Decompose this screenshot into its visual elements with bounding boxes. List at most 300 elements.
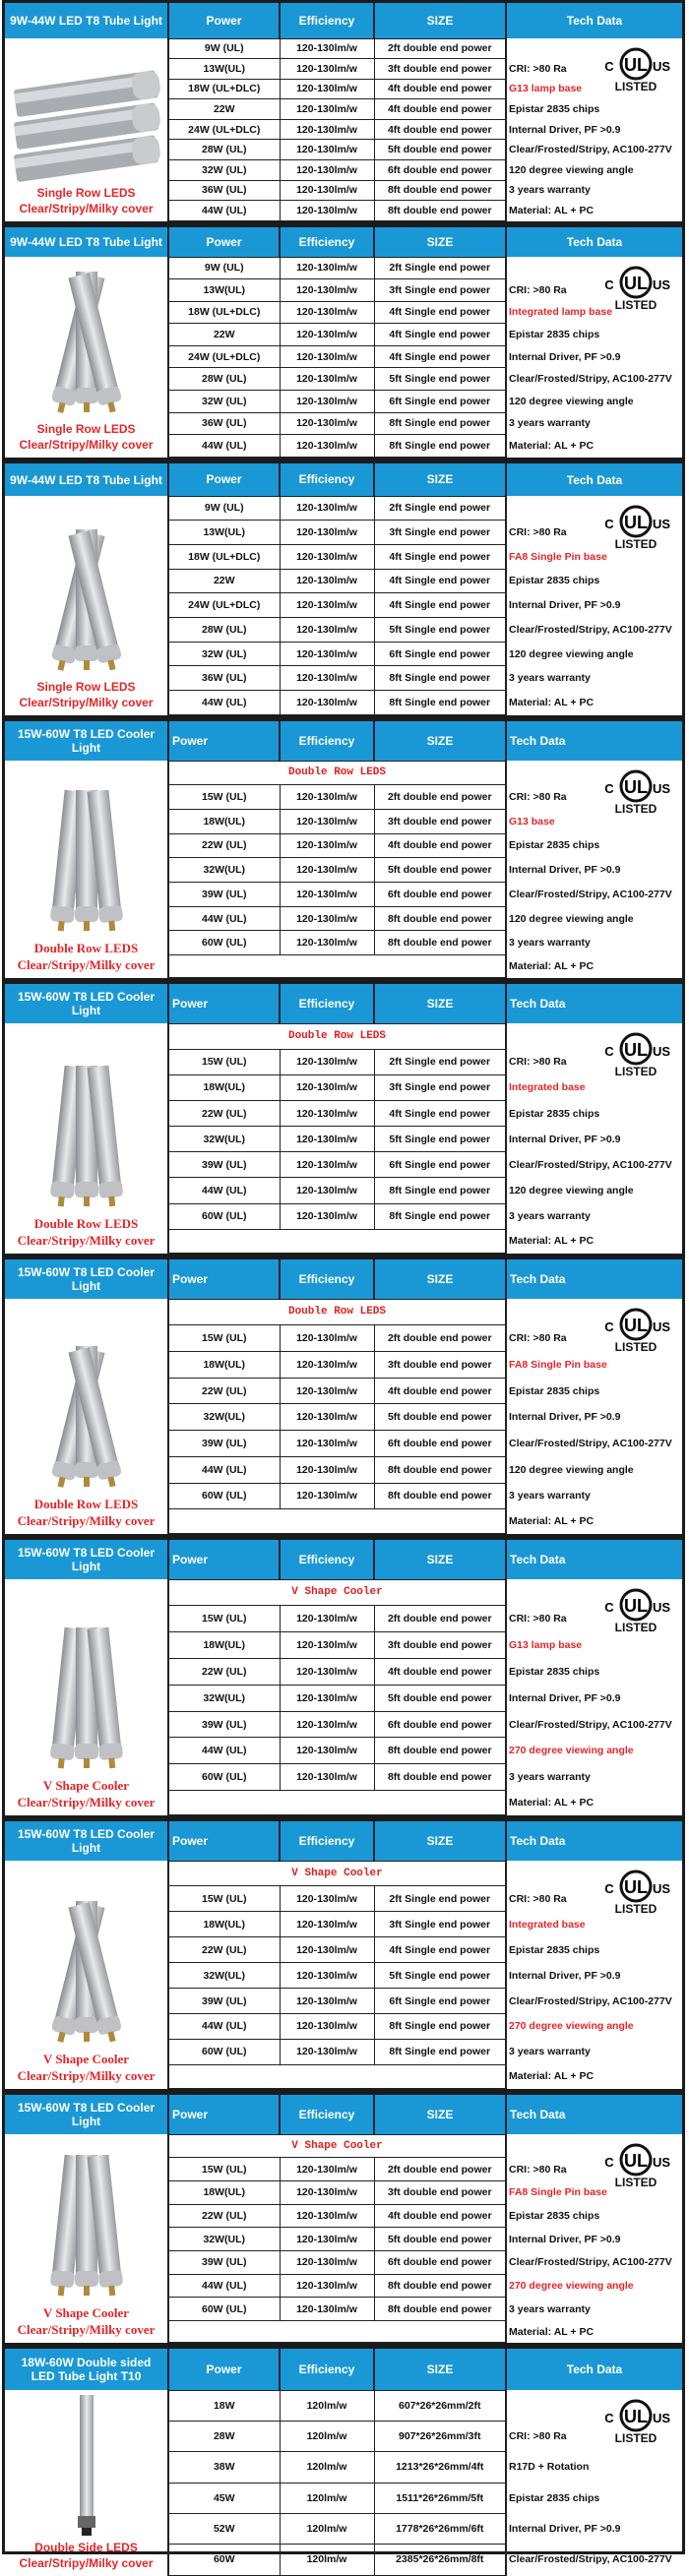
tech-data-item: 120 degree viewing angle: [506, 906, 682, 931]
cell-size: 8ft double end power: [374, 931, 506, 955]
cell-efficiency: 120-130lm/w: [280, 906, 374, 931]
cell-power: 44W (UL): [168, 1738, 280, 1764]
cell-size: 8ft double end power: [374, 906, 506, 931]
cell-power: 13W(UL): [168, 521, 280, 545]
product-caption: [5, 2052, 167, 2085]
cell-efficiency: 120-130lm/w: [280, 1989, 374, 2014]
cell-power: 9W (UL): [168, 496, 280, 521]
cell-size: 8ft double end power: [374, 2298, 506, 2321]
cell-power: 52W: [168, 2513, 280, 2544]
cell-power: 22W (UL): [168, 1100, 280, 1126]
column-header-power: Power: [168, 227, 280, 257]
table-row: [5, 38, 682, 59]
cell-efficiency: 120-130lm/w: [280, 1738, 374, 1764]
product-title: 15W-60W T8 LED Cooler Light: [5, 1259, 168, 1299]
tech-data-item: Epistar 2835 chips: [506, 1378, 682, 1404]
cell-power: 15W (UL): [168, 1049, 280, 1074]
cell-efficiency: 120-130lm/w: [280, 666, 374, 691]
cell-power: 22W (UL): [168, 1937, 280, 1963]
cell-efficiency: 120-130lm/w: [280, 1658, 374, 1685]
cell-size: 2ft Single end power: [374, 257, 506, 279]
product-title: 15W-60W T8 LED Cooler Light: [5, 2095, 168, 2134]
tech-data-item: CRI: >80 Ra: [506, 2421, 682, 2451]
cell-power: 38W: [168, 2452, 280, 2483]
ul-logo-mark: UL: [624, 513, 648, 532]
cell-efficiency: 120-130lm/w: [280, 593, 374, 618]
tech-data-item: Clear/Frosted/Stripy, AC100-277V: [506, 2250, 682, 2274]
cell-size: 4ft Single end power: [374, 1937, 506, 1963]
ul-logo-mark: UL: [624, 274, 648, 293]
cell-size: 2ft Single end power: [374, 1049, 506, 1074]
tech-data-item: Material: AL + PC: [506, 1791, 682, 1815]
cell-efficiency: 120-130lm/w: [280, 2228, 374, 2251]
product-section: [2, 1537, 685, 1818]
caption-line: V Shape Cooler: [42, 2304, 130, 2320]
product-section: [2, 1257, 685, 1537]
cell-efficiency: 120lm/w: [280, 2421, 374, 2451]
cell-size: 6ft Single end power: [374, 1152, 506, 1178]
cell-size: 4ft Single end power: [374, 301, 506, 324]
ul-listed-text: LISTED: [614, 298, 658, 312]
tech-data-item: G13 lamp base: [506, 1632, 682, 1659]
cell-power: 18W(UL): [168, 1912, 280, 1937]
tech-data-item: Integrated base: [506, 1912, 682, 1937]
product-title: 9W-44W LED T8 Tube Light: [5, 3, 168, 38]
ul-listed-text: LISTED: [614, 537, 658, 551]
tech-data-item: CRI: >80 Ra: [506, 1049, 682, 1074]
ul-listed-text: LISTED: [614, 1902, 658, 1916]
tech-data-item: Clear/Frosted/Stripy, AC100-277V: [506, 140, 682, 160]
cell-power: 60W (UL): [168, 2039, 280, 2064]
spec-table: [5, 721, 682, 978]
tech-data-item: Epistar 2835 chips: [506, 1100, 682, 1126]
cell-efficiency: 120-130lm/w: [280, 1203, 374, 1229]
product-image-cell: [5, 496, 168, 715]
cell-power: 18W (UL+DLC): [168, 79, 280, 99]
tech-data-item: 120 degree viewing angle: [506, 642, 682, 666]
cell-power: 32W(UL): [168, 858, 280, 883]
tech-data-item: Clear/Frosted/Stripy, AC100-277V: [506, 1711, 682, 1738]
tech-data-item: Clear/Frosted/Stripy, AC100-277V: [506, 2545, 682, 2575]
column-header-efficiency: Efficiency: [280, 2095, 374, 2134]
cell-size: 4ft Single end power: [374, 345, 506, 368]
tube-light-image: [13, 1066, 160, 1213]
tech-data-item: Clear/Frosted/Stripy, AC100-277V: [506, 368, 682, 391]
cell-size: 4ft double end power: [374, 1658, 506, 1685]
cell-power: 44W (UL): [168, 201, 280, 221]
product-section: [2, 2092, 685, 2346]
column-header-size: SIZE: [374, 463, 506, 496]
cell-size: 8ft Single end power: [374, 1178, 506, 1203]
cell-efficiency: 120-130lm/w: [280, 1178, 374, 1203]
cell-efficiency: 120lm/w: [280, 2483, 374, 2513]
ul-logo-us: US: [652, 781, 670, 796]
spec-table: [5, 463, 682, 715]
product-caption: [5, 186, 167, 216]
cell-size: 3ft Single end power: [374, 521, 506, 545]
cell-power: 44W (UL): [168, 1456, 280, 1483]
caption-line: Double Row LEDS: [33, 1215, 139, 1231]
caption-line: Clear/Stripy/Milky cover: [19, 2555, 154, 2570]
table-row-sub: [5, 1299, 682, 1325]
ul-logo-mark: UL: [624, 55, 648, 75]
spec-table: [5, 227, 682, 458]
tech-data-item: Epistar 2835 chips: [506, 1658, 682, 1685]
ul-listed-text: LISTED: [614, 802, 658, 816]
cell-size: 2ft Single end power: [374, 496, 506, 521]
cell-efficiency: 120-130lm/w: [280, 1074, 374, 1100]
ul-logo-mark: UL: [624, 2151, 648, 2171]
caption-line: Double Side LEDS: [34, 2541, 138, 2554]
product-title: 15W-60W T8 LED Cooler Light: [5, 1821, 168, 1861]
cell-power: 18W(UL): [168, 809, 280, 833]
column-header-tech-data: Tech Data: [506, 463, 682, 496]
cell-size: 5ft double end power: [374, 1404, 506, 1431]
caption-line: Clear/Stripy/Milky cover: [17, 2067, 156, 2083]
cell-efficiency: 120-130lm/w: [280, 38, 374, 59]
column-header-size: SIZE: [374, 984, 506, 1023]
tech-data-item: CRI: >80 Ra: [506, 785, 682, 810]
product-title: 9W-44W LED T8 Tube Light: [5, 227, 168, 257]
cell-efficiency: 120-130lm/w: [280, 883, 374, 907]
cell-size: 3ft Single end power: [374, 1074, 506, 1100]
cell-size: 4ft double end power: [374, 119, 506, 140]
series-subheader: V Shape Cooler: [168, 1861, 506, 1886]
cell-size: 6ft Single end power: [374, 1989, 506, 2014]
ul-logo-c: C: [604, 781, 614, 796]
tech-data-item: 120 degree viewing angle: [506, 1178, 682, 1203]
product-title: 15W-60W T8 LED Cooler Light: [5, 984, 168, 1023]
cell-size: 2ft Single end power: [374, 1886, 506, 1912]
cell-power: 36W (UL): [168, 666, 280, 691]
tech-data-item: CRI: >80 Ra: [506, 1325, 682, 1352]
product-image-cell: [5, 257, 168, 458]
cell-efficiency: 120-130lm/w: [280, 279, 374, 302]
cell-size: 2ft double end power: [374, 2158, 506, 2181]
tech-data-item: Internal Driver, PF >0.9: [506, 593, 682, 618]
tech-data-item: Clear/Frosted/Stripy, AC100-277V: [506, 1431, 682, 1457]
column-header-size: SIZE: [374, 2095, 506, 2134]
cell-efficiency: 120-130lm/w: [280, 79, 374, 99]
column-header-efficiency: Efficiency: [280, 721, 374, 761]
tech-data-item: Internal Driver, PF >0.9: [506, 345, 682, 368]
cell-size: 6ft double end power: [374, 160, 506, 181]
tech-data-item: Material: AL + PC: [506, 2321, 682, 2343]
ul-logo-c: C: [604, 277, 614, 292]
caption-line: Clear/Stripy/Milky cover: [19, 437, 154, 452]
cell-efficiency: 120-130lm/w: [280, 435, 374, 458]
caption-line: Clear/Stripy/Milky cover: [17, 2321, 156, 2337]
cell-size: 8ft Single end power: [374, 2039, 506, 2064]
tech-data-item: Clear/Frosted/Stripy, AC100-277V: [506, 618, 682, 643]
cell-size: 6ft Single end power: [374, 642, 506, 666]
cell-size: 5ft double end power: [374, 140, 506, 160]
cell-power: 22W: [168, 99, 280, 120]
tech-data-item: 3 years warranty: [506, 2298, 682, 2321]
series-subheader: Double Row LEDS: [168, 1023, 506, 1049]
column-header-power: Power: [168, 1821, 280, 1861]
cell-efficiency: 120-130lm/w: [280, 1606, 374, 1632]
series-subheader: Double Row LEDS: [168, 761, 506, 785]
tech-data-item: Material: AL + PC: [506, 1509, 682, 1534]
spec-table: [5, 1259, 682, 1534]
column-header-tech-data: Tech Data: [506, 2349, 682, 2390]
tech-data-item: Internal Driver, PF >0.9: [506, 1404, 682, 1431]
cell-power: 24W (UL+DLC): [168, 119, 280, 140]
ul-listed-logo: [601, 1031, 670, 1078]
product-image-cell: [5, 1861, 168, 2089]
cell-power: 28W (UL): [168, 140, 280, 160]
cell-size: 8ft Single end power: [374, 666, 506, 691]
cell-size: 2ft double end power: [374, 785, 506, 810]
ul-logo-us: US: [652, 1881, 670, 1896]
column-header-power: Power: [168, 463, 280, 496]
cell-size: 5ft double end power: [374, 2228, 506, 2251]
ul-listed-logo: [601, 768, 670, 816]
ul-logo-c: C: [604, 59, 614, 74]
cell-efficiency: 120lm/w: [280, 2390, 374, 2421]
cell-size: 4ft Single end power: [374, 593, 506, 618]
cell-efficiency: 120-130lm/w: [280, 1325, 374, 1352]
ul-logo-us: US: [652, 517, 670, 531]
cell-size: 5ft double end power: [374, 858, 506, 883]
tech-data-item: Clear/Frosted/Stripy, AC100-277V: [506, 883, 682, 907]
table-row-sub: [5, 761, 682, 785]
tech-data-item: Epistar 2835 chips: [506, 2204, 682, 2228]
caption-line: Single Row LEDS: [36, 680, 136, 695]
cell-efficiency: 120-130lm/w: [280, 59, 374, 80]
column-header-size: SIZE: [374, 3, 506, 38]
cell-power: 13W(UL): [168, 59, 280, 80]
tech-data-item: Material: AL + PC: [506, 955, 682, 978]
tech-data-item: Internal Driver, PF >0.9: [506, 119, 682, 140]
cell-efficiency: 120-130lm/w: [280, 391, 374, 413]
ul-listed-logo: [601, 46, 670, 93]
column-header-tech-data: Tech Data: [506, 1259, 682, 1299]
caption-line: V Shape Cooler: [42, 1777, 130, 1793]
caption-line: Clear/Stripy/Milky cover: [19, 695, 154, 709]
cell-size: 1778*26*26mm/6ft: [374, 2513, 506, 2544]
column-header-power: Power: [168, 1259, 280, 1299]
ul-logo-mark: UL: [624, 2407, 648, 2426]
tech-data-item: 270 degree viewing angle: [506, 2014, 682, 2040]
cell-size: 6ft double end power: [374, 2250, 506, 2274]
cell-power: 60W (UL): [168, 2298, 280, 2321]
cell-power: 39W (UL): [168, 2250, 280, 2274]
cell-power: 28W (UL): [168, 618, 280, 643]
cell-efficiency: 120-130lm/w: [280, 785, 374, 810]
ul-logo-c: C: [604, 1881, 614, 1896]
ul-logo-us: US: [652, 1319, 670, 1334]
tech-data-item: Material: AL + PC: [506, 201, 682, 221]
cell-power: 18W (UL+DLC): [168, 544, 280, 569]
cell-size: 5ft double end power: [374, 1685, 506, 1711]
tech-data-item: G13 base: [506, 809, 682, 833]
column-header-power: Power: [168, 721, 280, 761]
cell-efficiency: 120-130lm/w: [280, 569, 374, 593]
series-subheader: V Shape Cooler: [168, 1579, 506, 1606]
tube-light-image: [13, 2155, 160, 2302]
cell-efficiency: 120-130lm/w: [280, 1963, 374, 1989]
table-row-sub: [5, 1861, 682, 1886]
product-caption: [5, 1497, 167, 1530]
tech-data-item: CRI: >80 Ra: [506, 2158, 682, 2181]
ul-listed-text: LISTED: [614, 1340, 658, 1354]
column-header-size: SIZE: [374, 1821, 506, 1861]
cell-power: 15W (UL): [168, 2158, 280, 2181]
cell-power: 22W: [168, 569, 280, 593]
tech-data-item: Material: AL + PC: [506, 435, 682, 458]
table-row: [5, 496, 682, 521]
product-caption: [5, 1778, 167, 1811]
product-image-cell: [5, 761, 168, 978]
caption-line: Double Row LEDS: [33, 1496, 139, 1511]
cell-size: 8ft double end power: [374, 1483, 506, 1509]
cell-efficiency: 120-130lm/w: [280, 544, 374, 569]
ul-listed-logo: [601, 2142, 670, 2189]
caption-line: Single Row LEDS: [36, 186, 136, 201]
spec-table: [5, 984, 682, 1254]
cell-power: 32W (UL): [168, 642, 280, 666]
caption-line: Clear/Stripy/Milky cover: [17, 1794, 156, 1809]
cell-power: 44W (UL): [168, 2274, 280, 2298]
tech-data-item: Material: AL + PC: [506, 691, 682, 715]
ul-logo-c: C: [604, 2411, 614, 2425]
cell-power: 18W(UL): [168, 1351, 280, 1378]
caption-line: Single Row LEDS: [36, 422, 136, 437]
ul-logo-mark: UL: [624, 1316, 648, 1335]
ul-listed-text: LISTED: [614, 1621, 658, 1634]
cell-efficiency: 120-130lm/w: [280, 1632, 374, 1659]
product-section: [2, 224, 685, 460]
cell-efficiency: 120-130lm/w: [280, 1685, 374, 1711]
column-header-power: Power: [168, 2095, 280, 2134]
cell-size: 4ft Single end power: [374, 324, 506, 346]
column-header-tech-data: Tech Data: [506, 1540, 682, 1579]
cell-size: 4ft double end power: [374, 99, 506, 120]
tube-light-image: [13, 272, 160, 419]
caption-line: Clear/Stripy/Milky cover: [19, 201, 154, 215]
cell-size: 4ft double end power: [374, 833, 506, 858]
empty-row: [168, 2321, 506, 2343]
tech-data-item: Internal Driver, PF >0.9: [506, 1963, 682, 1989]
cell-efficiency: 120-130lm/w: [280, 324, 374, 346]
cell-efficiency: 120-130lm/w: [280, 618, 374, 643]
product-section: [2, 1818, 685, 2092]
ul-logo-mark: UL: [624, 777, 648, 797]
cell-efficiency: 120-130lm/w: [280, 2274, 374, 2298]
product-image-cell: [5, 1023, 168, 1254]
product-image-cell: [5, 1579, 168, 1815]
cell-power: 15W (UL): [168, 1606, 280, 1632]
cell-efficiency: 120-130lm/w: [280, 1711, 374, 1738]
caption-line: Clear/Stripy/Milky cover: [17, 956, 156, 972]
column-header-efficiency: Efficiency: [280, 227, 374, 257]
cell-efficiency: 120-130lm/w: [280, 691, 374, 715]
table-row: [5, 2390, 682, 2421]
cell-efficiency: 120lm/w: [280, 2545, 374, 2575]
column-header-efficiency: Efficiency: [280, 463, 374, 496]
empty-row: [168, 2064, 506, 2088]
cell-efficiency: 120-130lm/w: [280, 2014, 374, 2040]
cell-efficiency: 120-130lm/w: [280, 1351, 374, 1378]
column-header-tech-data: Tech Data: [506, 227, 682, 257]
cell-power: 18W(UL): [168, 1074, 280, 1100]
caption-line: Clear/Stripy/Milky cover: [17, 1512, 156, 1528]
ul-listed-logo: [601, 1869, 670, 1916]
ul-listed-logo: [601, 504, 670, 551]
cell-power: 15W (UL): [168, 785, 280, 810]
product-title: 18W-60W Double sided LED Tube Light T10: [5, 2349, 168, 2390]
cell-power: 39W (UL): [168, 1152, 280, 1178]
ul-logo-us: US: [652, 59, 670, 74]
ul-logo-c: C: [604, 2155, 614, 2170]
empty-row: [168, 955, 506, 978]
tech-data-item: FA8 Single Pin base: [506, 1351, 682, 1378]
cell-size: 8ft double end power: [374, 201, 506, 221]
cell-size: 3ft double end power: [374, 59, 506, 80]
tech-data-item: FA8 Single Pin base: [506, 544, 682, 569]
cell-power: 39W (UL): [168, 1989, 280, 2014]
column-header-efficiency: Efficiency: [280, 1821, 374, 1861]
tech-data-item: 3 years warranty: [506, 2039, 682, 2064]
tech-data-item: Internal Driver, PF >0.9: [506, 1127, 682, 1152]
cell-size: 6ft Single end power: [374, 391, 506, 413]
cell-size: 8ft Single end power: [374, 435, 506, 458]
cell-efficiency: 120-130lm/w: [280, 2250, 374, 2274]
tech-data-item: G13 lamp base: [506, 79, 682, 99]
cell-efficiency: 120-130lm/w: [280, 2204, 374, 2228]
spec-table: [5, 1821, 682, 2089]
tech-data-item: Epistar 2835 chips: [506, 324, 682, 346]
tube-light-image: [13, 529, 160, 677]
product-image-cell: [5, 1299, 168, 1534]
cell-size: 6ft double end power: [374, 1431, 506, 1457]
tech-data-item: CRI: >80 Ra: [506, 1606, 682, 1632]
spec-table: [5, 2349, 682, 2576]
cell-efficiency: 120-130lm/w: [280, 160, 374, 181]
cell-power: 44W (UL): [168, 691, 280, 715]
product-section: [2, 718, 685, 981]
spec-table: [5, 2095, 682, 2343]
cell-power: 32W (UL): [168, 160, 280, 181]
cell-size: 5ft Single end power: [374, 618, 506, 643]
ul-logo-c: C: [604, 1600, 614, 1615]
tube-light-image: [13, 1901, 160, 2049]
cell-efficiency: 120-130lm/w: [280, 931, 374, 955]
cell-power: 9W (UL): [168, 257, 280, 279]
tube-light-image: [13, 2390, 160, 2538]
tech-data-item: Epistar 2835 chips: [506, 833, 682, 858]
cell-power: 39W (UL): [168, 1431, 280, 1457]
product-image-cell: [5, 2134, 168, 2343]
column-header-power: Power: [168, 2349, 280, 2390]
column-header-efficiency: Efficiency: [280, 3, 374, 38]
tech-data-item: 120 degree viewing angle: [506, 1456, 682, 1483]
tech-data-item: 3 years warranty: [506, 1203, 682, 1229]
tube-light-image: [13, 790, 160, 938]
column-header-power: Power: [168, 3, 280, 38]
cell-efficiency: 120-130lm/w: [280, 1404, 374, 1431]
cell-size: 2385*26*26mm/8ft: [374, 2545, 506, 2575]
cell-size: 6ft double end power: [374, 1711, 506, 1738]
product-caption: [5, 680, 167, 710]
cell-efficiency: 120-130lm/w: [280, 496, 374, 521]
cell-size: 8ft Single end power: [374, 2014, 506, 2040]
cell-size: 1213*26*26mm/4ft: [374, 2452, 506, 2483]
column-header-tech-data: Tech Data: [506, 1821, 682, 1861]
ul-logo-c: C: [604, 1319, 614, 1334]
